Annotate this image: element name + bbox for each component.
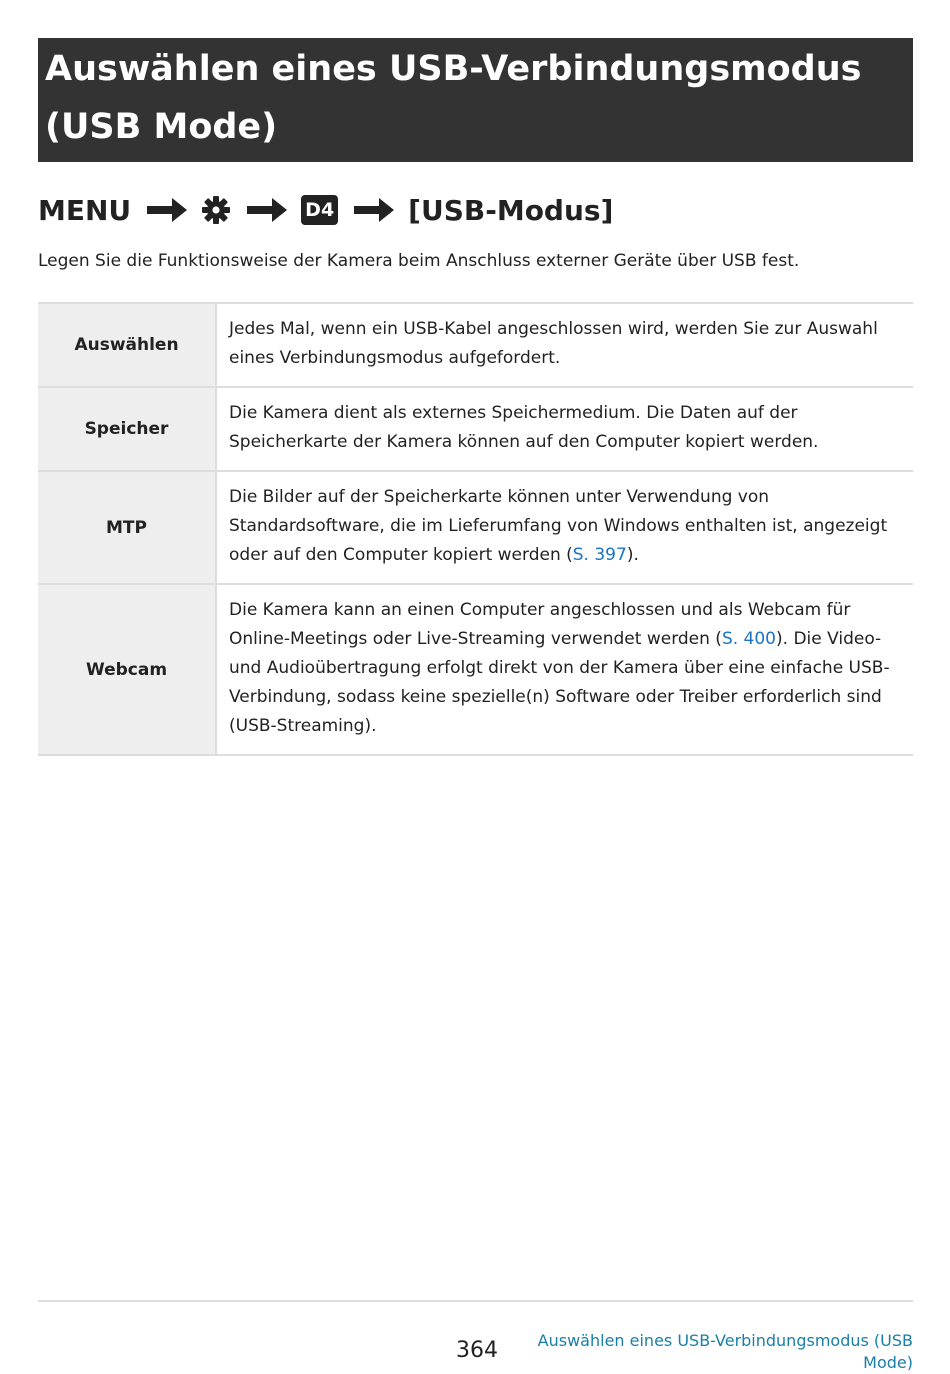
page-reference-link[interactable]: S. 400 <box>721 629 776 649</box>
arrow-right-icon <box>145 195 189 225</box>
description-line: Die Bilder auf der Speicherkarte können unter Verwendung von <box>229 487 770 507</box>
page-title-bar <box>38 38 913 162</box>
description-line: Die Kamera kann an einen Computer angeschlossen und als Webcam für <box>229 600 851 620</box>
page-number: 364 <box>456 1338 498 1363</box>
usb-mode-options-table <box>38 302 913 756</box>
d4-tab-icon: D4 <box>301 195 338 225</box>
intro-text: Legen Sie die Funktionsweise der Kamera beim Anschluss externer Geräte über USB fest. <box>38 251 800 271</box>
option-label-webcam: Webcam <box>38 584 216 755</box>
arrow-right-icon <box>352 195 396 225</box>
table-row <box>38 387 913 471</box>
description-line: eines Verbindungsmodus aufgefordert. <box>229 348 561 368</box>
arrow-right-icon <box>245 195 289 225</box>
menu-label: MENU <box>38 193 132 227</box>
description-text: Online-Meetings oder Live-Streaming verwendet werden ( <box>229 629 722 649</box>
running-title-line-1: Auswählen eines USB-Verbindungsmodus (USB <box>537 1331 913 1350</box>
option-label-speicher: Speicher <box>38 387 216 471</box>
option-label-auswaehlen: Auswählen <box>38 303 216 387</box>
option-description <box>216 387 913 471</box>
menu-path <box>38 186 613 234</box>
description-line: Die Kamera dient als externes Speichermedium. Die Daten auf der <box>229 403 798 423</box>
running-title-link[interactable] <box>513 1330 913 1374</box>
table-row <box>38 303 913 387</box>
menu-item-label: [USB-Modus] <box>408 193 614 227</box>
table-row <box>38 471 913 584</box>
option-description <box>216 584 913 755</box>
description-line: (USB-Streaming). <box>229 716 377 736</box>
page-title-line-1: Auswählen eines USB-Verbindungsmodus <box>45 49 862 89</box>
description-line: Speicherkarte der Kamera können auf den Computer kopiert werden. <box>229 432 819 452</box>
footer-divider <box>38 1300 913 1302</box>
option-description <box>216 303 913 387</box>
description-line: und Audioübertragung erfolgt direkt von der Kamera über eine einfache USB- <box>229 658 890 678</box>
page-title-line-2: (USB Mode) <box>45 107 278 147</box>
description-line: Verbindung, sodass keine spezielle(n) Software oder Treiber erforderlich sind <box>229 687 882 707</box>
option-description <box>216 471 913 584</box>
description-line <box>229 541 901 570</box>
option-label-mtp: MTP <box>38 471 216 584</box>
description-line <box>229 625 901 654</box>
table-row <box>38 584 913 755</box>
description-line: Jedes Mal, wenn ein USB-Kabel angeschlossen wird, werden Sie zur Auswahl <box>229 319 878 339</box>
description-text: oder auf den Computer kopiert werden ( <box>229 545 573 565</box>
gear-icon <box>201 195 231 225</box>
description-line: Standardsoftware, die im Lieferumfang von Windows enthalten ist, angezeigt <box>229 516 888 536</box>
page-reference-link[interactable]: S. 397 <box>572 545 627 565</box>
running-title-line-2: Mode) <box>863 1353 913 1372</box>
description-text: ). Die Video- <box>776 629 882 649</box>
description-text: ). <box>626 545 639 565</box>
